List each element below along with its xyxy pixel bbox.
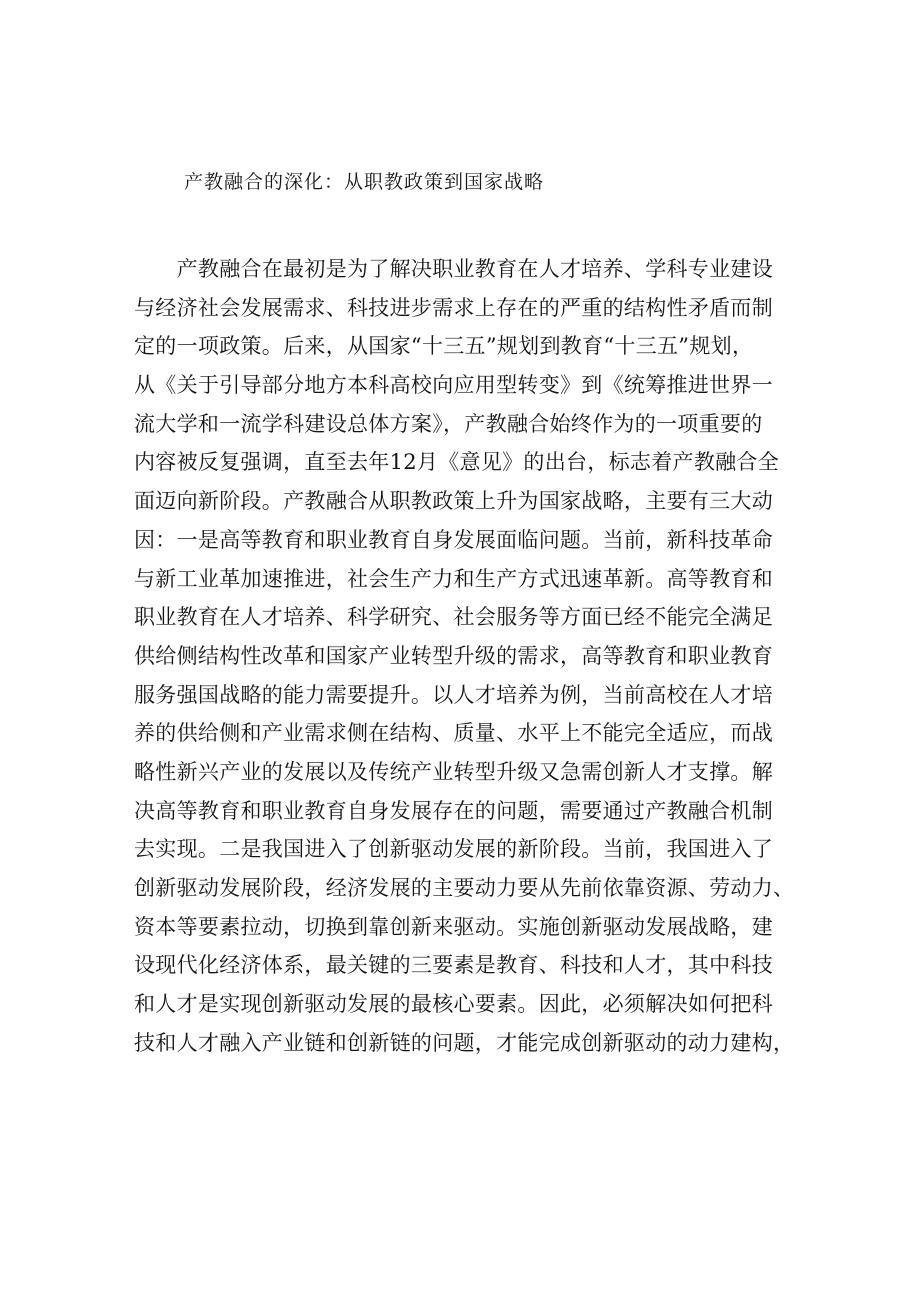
text-line: 创新驱动发展阶段，经济发展的主要动力要从先前依靠资源、劳动力、 <box>134 876 795 900</box>
text-line: 略性新兴产业的发展以及传统产业转型升级又急需创新人才支撑。解 <box>134 759 773 784</box>
document-body <box>134 250 794 1062</box>
text-line: 因：一是高等教育和职业教育自身发展面临问题。当前，新科技革命 <box>134 527 773 552</box>
text-line: 内容被反复强调，直至去年12月《意见》的出台，标志着产教融合全 <box>134 450 780 475</box>
text-line: 养的供给侧和产业需求侧在结构、质量、水平上不能完全适应，而战 <box>134 721 773 746</box>
text-line: 资本等要素拉动，切换到靠创新来驱动。实施创新驱动发展战略，建 <box>134 914 773 939</box>
text-line: 服务强国战略的能力需要提升。以人才培养为例，当前高校在人才培 <box>134 682 773 707</box>
text-line: 从《关于引导部分地方本科高校向应用型转变》到《统筹推进世界一 <box>134 373 773 398</box>
text-line: 与新工业革加速推进，社会生产力和生产方式迅速革新。高等教育和 <box>134 566 773 591</box>
text-line: 设现代化经济体系，最关键的三要素是教育、科技和人才，其中科技 <box>134 953 773 978</box>
text-line: 去实现。二是我国进入了创新驱动发展的新阶段。当前，我国进入了 <box>134 837 773 862</box>
text-line: 定的一项政策。后来，从国家“十三五”规划到教育“十三五”规划， <box>134 334 754 359</box>
text-line: 流大学和一流学科建设总体方案》，产教融合始终作为的一项重要的 <box>134 411 763 436</box>
text-line: 面迈向新阶段。产教融合从职教政策上升为国家战略，主要有三大动 <box>134 489 773 514</box>
text-line: 供给侧结构性改革和国家产业转型升级的需求，高等教育和职业教育 <box>134 643 773 668</box>
document-title: 产教融合的深化：从职教政策到国家战略 <box>184 171 545 193</box>
text-line: 技和人才融入产业链和创新链的问题，才能完成创新驱动的动力建构， <box>134 1030 795 1055</box>
text-line: 职业教育在人才培养、科学研究、社会服务等方面已经不能完全满足 <box>134 605 773 630</box>
text-line: 产教融合在最初是为了解决职业教育在人才培养、学科专业建设 <box>134 257 773 281</box>
text-line: 和人才是实现创新驱动发展的最核心要素。因此，必须解决如何把科 <box>134 992 773 1017</box>
text-line: 决高等教育和职业教育自身发展存在的问题，需要通过产教融合机制 <box>134 798 773 823</box>
text-line: 与经济社会发展需求、科技进步需求上存在的严重的结构性矛盾而制 <box>134 295 773 320</box>
